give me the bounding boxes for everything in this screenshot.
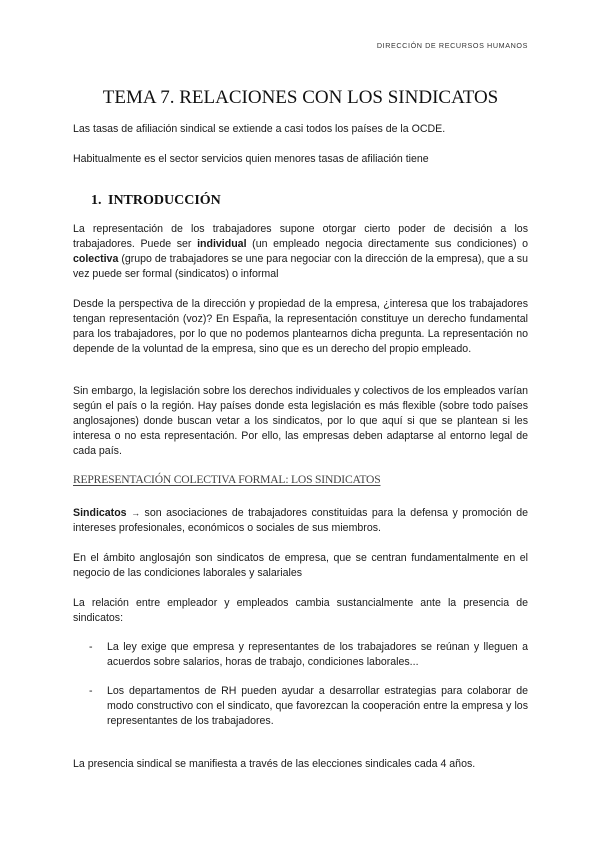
arrow-icon: → <box>131 508 141 518</box>
paragraph-relacion: La relación entre empleador y empleados cambia sustancialmente ante la presencia de sindicatos: <box>73 597 528 624</box>
subsection-heading: REPRESENTACIÓN COLECTIVA FORMAL: LOS SINDICATOS <box>73 473 381 486</box>
text-run: La representación de los trabajadores supone otorgar cierto poder de decisión a los trabajadores. Puede ser <box>73 223 528 250</box>
term-individual: individual <box>197 238 247 250</box>
list-item <box>73 640 528 670</box>
term-colectiva: colectiva <box>73 253 119 265</box>
text-run: son asociaciones de trabajadores constituidas para la defensa y promoción de intereses profesionales, económicos o sociales de sus miembros. <box>73 507 528 534</box>
definition-sindicatos <box>73 506 528 536</box>
list-item-text: Los departamentos de RH pueden ayudar a desarrollar estrategias para colaborar de modo constructivo con el sindicato, que favorezcan la cooperación entre la empresa y los representantes de los trabajadores. <box>107 685 528 727</box>
intro-paragraph-1: Las tasas de afiliación sindical se extiende a casi todos los países de la OCDE. <box>73 123 446 135</box>
bullet-marker: - <box>89 685 93 697</box>
list-item-text: La ley exige que empresa y representantes de los trabajadores se reúnan y lleguen a acuerdos sobre salarios, horas de trabajo, condiciones laborales... <box>107 641 528 668</box>
section-heading <box>91 192 221 210</box>
paragraph-legislacion: Sin embargo, la legislación sobre los derechos individuales y colectivos de los empleados varían según el país o la región. Hay países donde esta legislación es más flexible (sobre todo países anglosajones) donde buscan vetar a los sindicatos, por lo que aquí si que se plantean si les interesa o no esta representación. Por ello, las empresas deben adaptarse al entorno legal de cada país. <box>73 385 528 457</box>
paragraph-anglosajon: En el ámbito anglosajón son sindicatos de empresa, que se centran fundamentalmente en el negocio de las condiciones laborales y salariales <box>73 552 528 579</box>
intro-paragraph-representacion <box>73 222 528 282</box>
running-header: DIRECCIÓN DE RECURSOS HUMANOS <box>376 41 528 50</box>
text-run: (grupo de trabajadores se une para negociar con la dirección de la empresa), que a su vez puede ser formal (sindicatos) o informal <box>73 253 528 280</box>
bullet-marker: - <box>89 641 93 653</box>
text-run: (un empleado negocia directamente sus condiciones) o <box>246 238 528 250</box>
intro-paragraph-2: Habitualmente es el sector servicios quien menores tasas de afiliación tiene <box>73 153 429 165</box>
paragraph-perspectiva: Desde la perspectiva de la dirección y propiedad de la empresa, ¿interesa que los trabajadores tengan representación (voz)? En España, la representación constituye un derecho fundamental para los trabajadores, por lo que no podemos plantearnos dicha pregunta. La representación no depende de la voluntad de la empresa, sino que es un derecho del propio empleado. <box>73 298 528 355</box>
section-title: INTRODUCCIÓN <box>108 193 221 208</box>
section-number: 1. <box>91 193 102 208</box>
list-item <box>73 684 528 729</box>
paragraph-presencia: La presencia sindical se manifiesta a través de las elecciones sindicales cada 4 años. <box>73 758 476 770</box>
page-title: TEMA 7. RELACIONES CON LOS SINDICATOS <box>102 87 499 108</box>
term-sindicatos: Sindicatos <box>73 507 127 519</box>
